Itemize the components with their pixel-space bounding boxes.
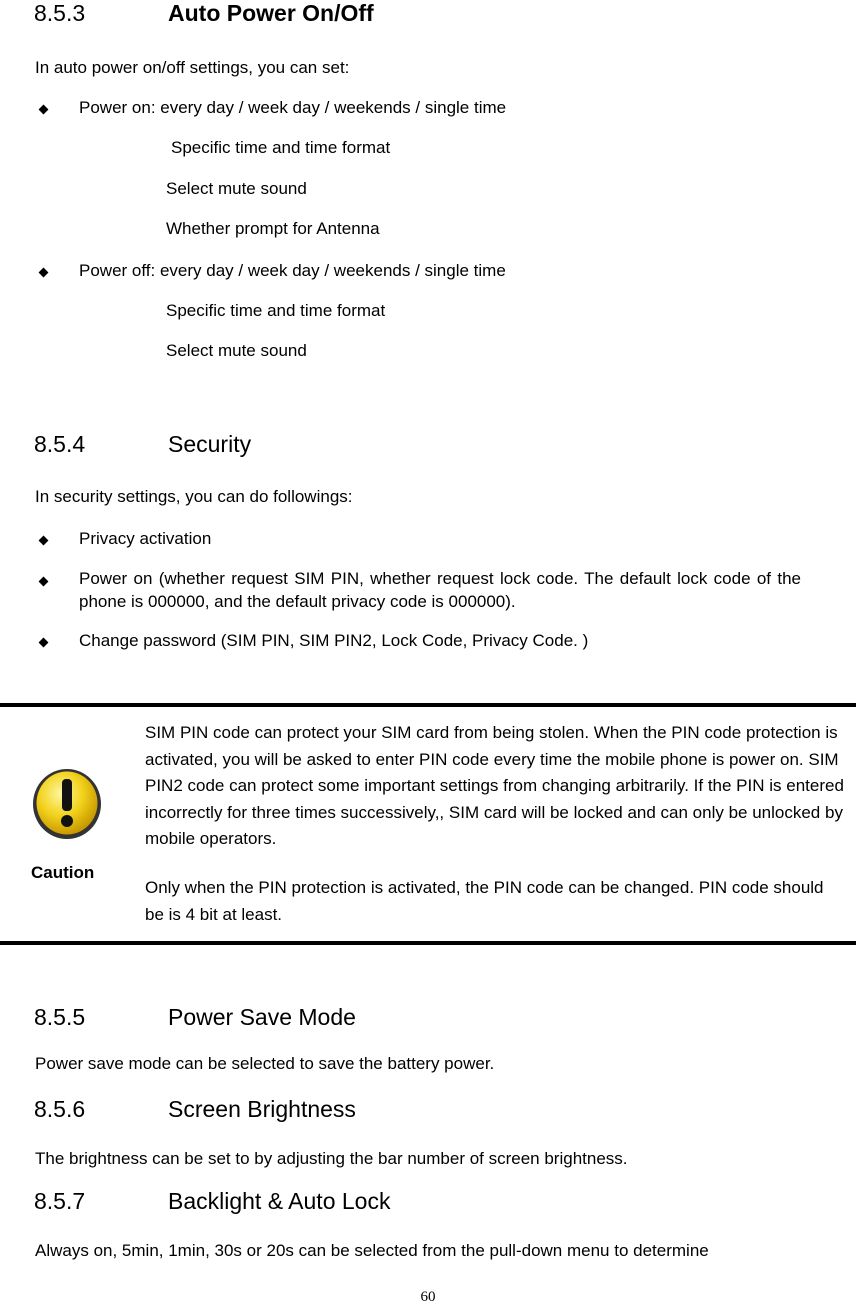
page-number: 60 <box>420 1289 436 1305</box>
heading-number-8-5-7: 8.5.7 <box>34 1188 86 1214</box>
heading-screen-brightness: Screen Brightness <box>168 1096 356 1122</box>
heading-auto-power: Auto Power On/Off <box>168 0 374 26</box>
caution-exclamation-icon <box>31 767 103 841</box>
security-intro: In security settings, you can do followings: <box>35 487 353 506</box>
security-item: Change password (SIM PIN, SIM PIN2, Lock Code, Privacy Code. ) <box>79 631 589 650</box>
caution-bottom-rule <box>0 941 856 945</box>
backlight-body: Always on, 5min, 1min, 30s or 20s can be selected from the pull-down menu to determine <box>35 1241 709 1260</box>
heading-security: Security <box>168 431 252 457</box>
heading-number-8-5-3: 8.5.3 <box>34 0 86 26</box>
security-item: Power on (whether request SIM PIN, whether request lock code. The default lock code of the phone is 000000, and the default privacy code is 000000). <box>79 569 801 611</box>
power-save-body: Power save mode can be selected to save the battery power. <box>35 1054 495 1073</box>
power-on-sub-item: Whether prompt for Antenna <box>166 219 380 238</box>
power-on-sub-item: Select mute sound <box>166 179 307 198</box>
security-item: Privacy activation <box>79 529 212 548</box>
caution-label: Caution <box>31 863 95 882</box>
caution-top-rule <box>0 703 856 707</box>
bullet-diamond-icon <box>39 638 49 648</box>
caution-paragraph: SIM PIN code can protect your SIM card from being stolen. When the PIN code protection is activated, you will be asked to enter PIN code every time the mobile phone is power on. SIM PIN2 code can protect some important settings from changing arbitrarily. If the PIN is entered incorrectly for three times successively,, SIM card will be locked and can only be unlocked by mobile operators. <box>145 723 844 848</box>
power-off-sub-item: Select mute sound <box>166 341 307 360</box>
heading-power-save: Power Save Mode <box>168 1004 356 1030</box>
heading-number-8-5-5: 8.5.5 <box>34 1004 86 1030</box>
caution-paragraph: Only when the PIN protection is activated, the PIN code can be changed. PIN code should be is 4 bit at least. <box>145 878 824 924</box>
bullet-diamond-icon <box>39 268 49 278</box>
heading-backlight: Backlight & Auto Lock <box>168 1188 391 1214</box>
power-off-sub-item: Specific time and time format <box>166 301 386 320</box>
heading-number-8-5-4: 8.5.4 <box>34 431 86 457</box>
bullet-diamond-icon <box>39 105 49 115</box>
bullet-diamond-icon <box>39 577 49 587</box>
power-on-sub-item: Specific time and time format <box>171 138 391 157</box>
power-off-item: Power off: every day / week day / weekends / single time <box>79 261 506 280</box>
bullet-diamond-icon <box>39 536 49 546</box>
heading-number-8-5-6: 8.5.6 <box>34 1096 86 1122</box>
brightness-body: The brightness can be set to by adjusting the bar number of screen brightness. <box>35 1149 628 1168</box>
auto-power-intro: In auto power on/off settings, you can set: <box>35 58 350 77</box>
power-on-item: Power on: every day / week day / weekends / single time <box>79 98 507 117</box>
